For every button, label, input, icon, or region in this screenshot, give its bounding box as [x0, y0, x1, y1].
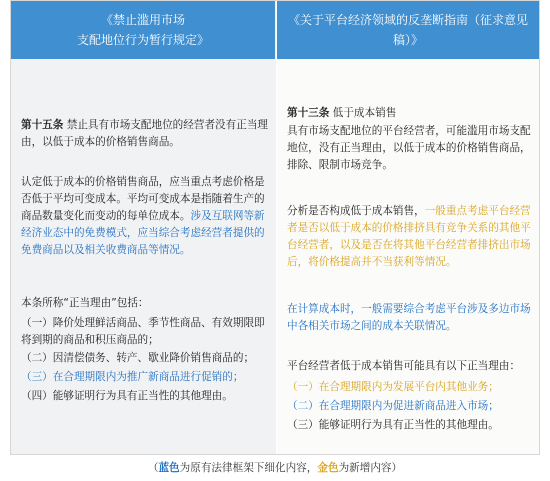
- left-item-1: （一）降价处理鲜活商品、季节性商品、有效期限即将到期的商品和积压商品的；: [21, 317, 265, 346]
- caption-blue-word: 蓝色: [158, 462, 180, 474]
- right-p2-gold: 一般重点考虑平台经营者是否以低于成本的价格排挤具有竞争关系的其他平台经营者，以及是否在将其他平台经营者排挤出市场后，将价格提高并不当获利等情况。: [287, 205, 531, 268]
- right-cell: [277, 59, 539, 454]
- right-item-1: （一）在合理期限内为发展平台内其他业务；: [287, 381, 499, 393]
- left-paragraph-2: [21, 174, 269, 259]
- left-p2-blue: 涉及互联网等新经济业态中的免费模式，应当综合考虑经营者提供的免费商品以及相关收费商品等情况。: [21, 210, 265, 256]
- right-paragraph-3: 在计算成本时，一般需要综合考虑平台涉及多边市场中各相关市场之间的成本关联情况。: [287, 303, 531, 332]
- right-article-title: 低于成本销售: [332, 107, 397, 119]
- header-left-line1: 《禁止滥用市场: [100, 13, 185, 27]
- left-p2-plain: 认定低于成本的价格销售商品，应当重点考虑价格是否低于平均可变成本。平均可变成本是指随着生产的商品数量变化而变动的每单位成本。: [21, 176, 265, 222]
- right-paragraph-1: 具有市场支配地位的平台经营者，可能滥用市场支配地位，没有正当理由，以低于成本的价格销售商品，排除、限制市场竞争。: [287, 125, 531, 171]
- left-item-2: （二）因清偿债务、转产、歇业降价销售商品的；: [21, 352, 255, 364]
- left-article-no: 第十五条: [21, 119, 64, 131]
- right-item-2: （二）在合理期限内为促进新商品进入市场；: [287, 400, 499, 412]
- left-p3-title: 本条所称“正当理由”包括：: [21, 297, 149, 309]
- caption-paren: （: [147, 462, 159, 474]
- header-right: [277, 1, 539, 59]
- right-paragraph-2: [287, 203, 533, 271]
- right-p2-plain: 分析是否构成低于成本销售，: [287, 205, 425, 217]
- right-article-no: 第十三条: [287, 107, 330, 119]
- comparison-table: [10, 0, 540, 455]
- caption-end: 为新增内容）: [338, 462, 403, 474]
- header-left: [11, 1, 275, 59]
- left-article: [21, 117, 269, 151]
- right-item-3: （三）能够证明行为具有正当性的其他理由。: [287, 419, 499, 431]
- left-item-3: （三）在合理期限内为推广新商品进行促销的；: [21, 371, 244, 383]
- caption-gold-word: 金色: [317, 462, 339, 474]
- left-item-4: （四）能够证明行为具有正当性的其他理由。: [21, 390, 233, 402]
- right-article: [287, 105, 533, 122]
- header-right-title: 《关于平台经济领域的反垄断指南（征求意见稿）》: [287, 13, 528, 47]
- caption-mid: 为原有法律框架下细化内容，: [179, 462, 318, 474]
- left-cell: [11, 59, 275, 454]
- right-p4-title: 平台经营者低于成本销售可能具有以下正当理由：: [287, 360, 521, 372]
- header-left-line2: 支配地位行为暂行规定》: [76, 33, 209, 47]
- legend-caption: [0, 460, 550, 475]
- left-article-text: 禁止具有市场支配地位的经营者没有正当理由，以低于成本的价格销售商品。: [21, 119, 269, 148]
